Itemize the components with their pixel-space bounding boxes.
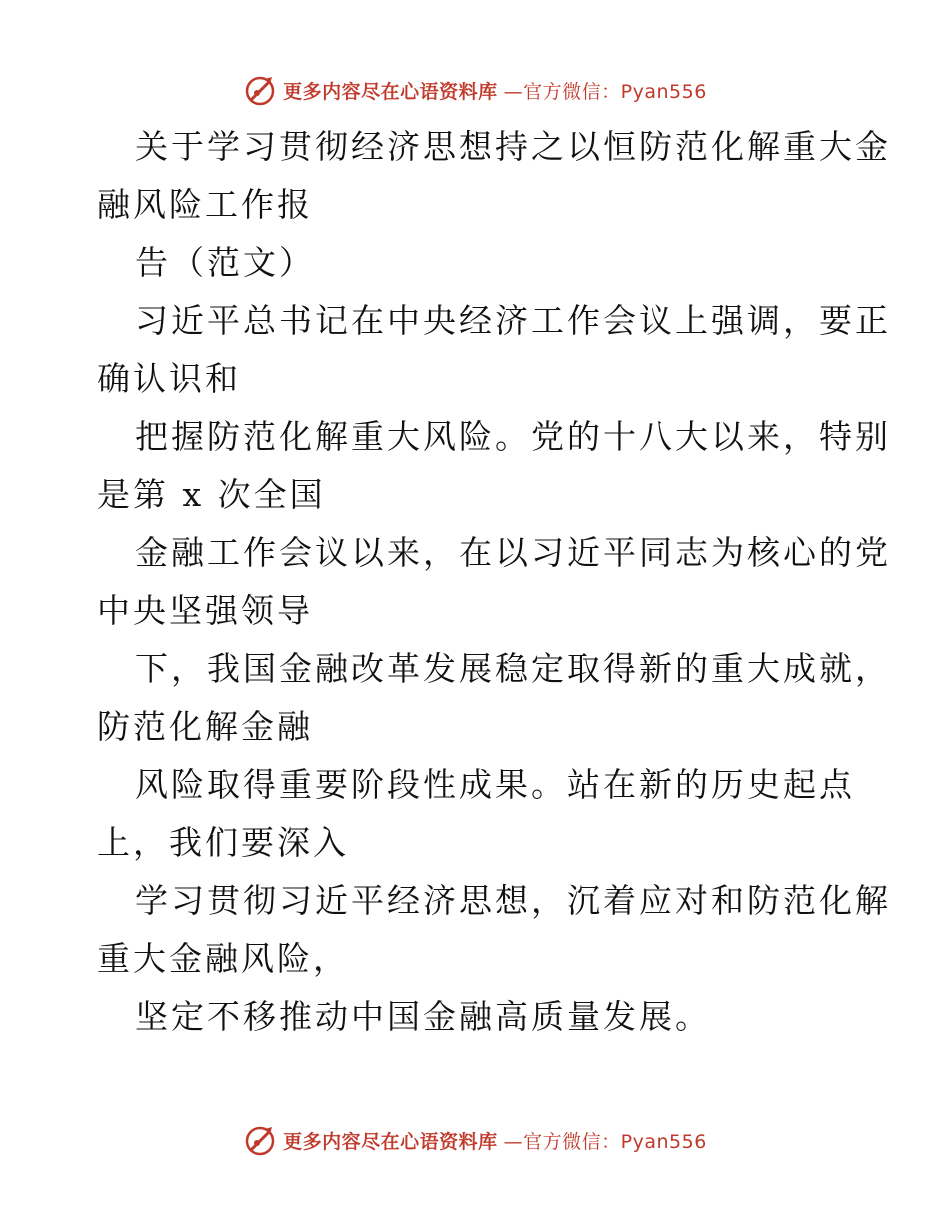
- text-line: 把握防范化解重大风险。党的十八大以来，特别: [135, 417, 891, 456]
- banner-wechat-text: —官方微信：Pyan556: [503, 1130, 707, 1153]
- text-line: 融风险工作报: [97, 185, 313, 224]
- document-body: [97, 118, 891, 1046]
- text-line: 上，我们要深入: [97, 823, 349, 862]
- text-line: 坚定不移推动中国金融高质量发展。: [135, 997, 711, 1036]
- text-line: 确认识和: [97, 359, 241, 398]
- text-line: 中央坚强领导: [97, 591, 313, 630]
- banner-main-text: 更多内容尽在心语资料库: [283, 1130, 498, 1153]
- text-line: 关于学习贯彻经济思想持之以恒防范化解重大金: [135, 127, 891, 166]
- text-line: 告（范文）: [135, 243, 315, 282]
- text-line: 习近平总书记在中央经济工作会议上强调，要正: [135, 301, 891, 340]
- text-line: 学习贯彻习近平经济思想，沉着应对和防范化解: [135, 881, 891, 920]
- text-line: 防范化解金融: [97, 707, 313, 746]
- text-line: 金融工作会议以来，在以习近平同志为核心的党: [135, 533, 891, 572]
- text-line: 重大金融风险，: [97, 939, 349, 978]
- text-line: 下，我国金融改革发展稳定取得新的重大成就，: [135, 649, 891, 688]
- brush-logo-icon: [243, 73, 277, 107]
- header-banner: [0, 70, 950, 110]
- brush-logo-icon: [243, 1123, 277, 1157]
- text-line: 风险取得重要阶段性成果。站在新的历史起点: [135, 765, 855, 804]
- text-line: 是第 x 次全国: [97, 475, 326, 514]
- banner-main-text: 更多内容尽在心语资料库: [283, 80, 498, 103]
- banner-wechat-text: —官方微信：Pyan556: [503, 80, 707, 103]
- footer-banner: [0, 1120, 950, 1160]
